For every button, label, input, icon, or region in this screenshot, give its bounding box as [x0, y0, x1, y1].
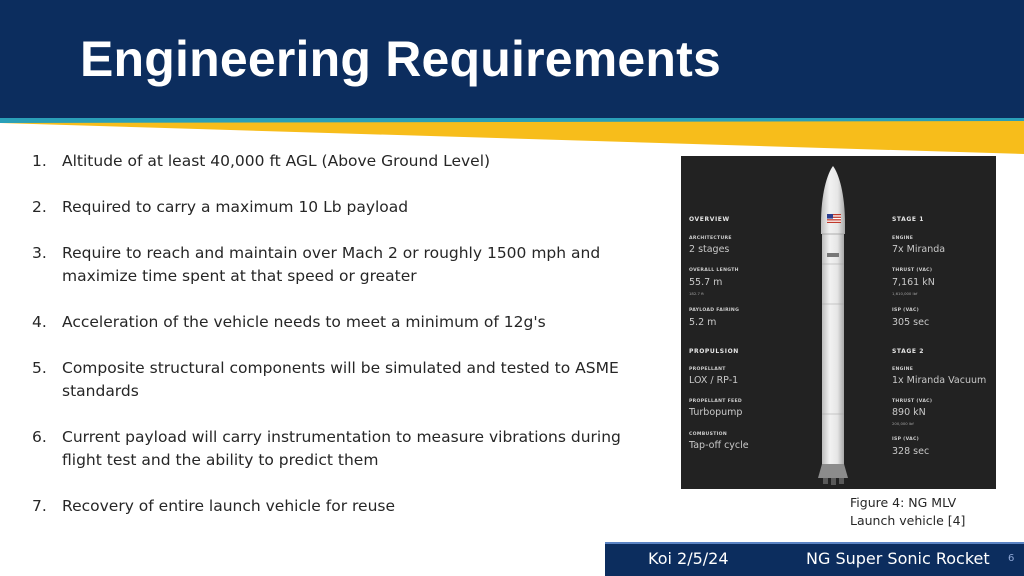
item-number: 5. — [32, 359, 47, 377]
architecture-value: 2 stages — [689, 244, 730, 255]
list-item — [32, 311, 632, 334]
stage1-engine-value: 7x Miranda — [892, 244, 946, 255]
item-text: Current payload will carry instrumentation to measure vibrations during flight test and the ability to predict them — [62, 428, 621, 469]
caption-line-2: Launch vehicle [4] — [850, 513, 966, 528]
launch-vehicle-figure — [681, 156, 996, 489]
footer-author-date: Koi 2/5/24 — [648, 549, 729, 568]
stage1-thrust-sub: 1,610,000 lbf — [892, 291, 918, 296]
length-label: OVERALL LENGTH — [689, 268, 739, 273]
propulsion-heading: PROPULSION — [689, 348, 739, 355]
stage1-thrust-label: THRUST (VAC) — [892, 268, 933, 273]
stage2-thrust-value: 890 kN — [892, 407, 926, 418]
stage1-isp-value: 305 sec — [892, 317, 930, 328]
item-number: 7. — [32, 497, 47, 515]
footer-project: NG Super Sonic Rocket — [806, 549, 990, 568]
stage2-engine-value: 1x Miranda Vacuum — [892, 375, 987, 386]
requirements-list — [32, 150, 632, 518]
fairing-label: PAYLOAD FAIRING — [689, 308, 740, 313]
stage1-thrust-value: 7,161 kN — [892, 277, 935, 288]
item-text: Require to reach and maintain over Mach 2 or roughly 1500 mph and maximize time spent at that speed or greater — [62, 244, 601, 285]
item-number: 2. — [32, 198, 47, 216]
overview-heading: OVERVIEW — [689, 216, 730, 223]
list-item — [32, 357, 632, 403]
stage2-engine-label: ENGINE — [892, 367, 914, 372]
list-item — [32, 242, 632, 288]
slide-title: Engineering Requirements — [80, 31, 722, 87]
item-number: 6. — [32, 428, 47, 446]
stage1-heading: STAGE 1 — [892, 216, 925, 223]
page-number: 6 — [1008, 553, 1015, 564]
stage1-isp-label: ISP (VAC) — [892, 308, 920, 313]
flag-icon — [827, 214, 841, 223]
length-sub: 182.7 ft — [689, 291, 704, 296]
feed-value: Turbopump — [689, 407, 743, 418]
architecture-label: ARCHITECTURE — [689, 236, 732, 241]
feed-label: PROPELLANT FEED — [689, 399, 743, 404]
caption-line-1: Figure 4: NG MLV — [850, 495, 957, 510]
combustion-label: COMBUSTION — [689, 432, 727, 437]
item-text: Composite structural components will be simulated and tested to ASME standards — [62, 359, 619, 400]
item-text: Acceleration of the vehicle needs to meet a minimum of 12g's — [62, 313, 546, 331]
item-number: 4. — [32, 313, 47, 331]
list-item — [32, 196, 632, 219]
item-number: 3. — [32, 244, 47, 262]
propellant-label: PROPELLANT — [689, 367, 726, 372]
fairing-value: 5.2 m — [689, 317, 717, 328]
stage2-thrust-label: THRUST (VAC) — [892, 399, 933, 404]
figure-caption — [850, 494, 965, 530]
item-text: Recovery of entire launch vehicle for reuse — [62, 497, 396, 515]
list-item — [32, 495, 632, 518]
stage2-isp-value: 328 sec — [892, 446, 930, 457]
propellant-value: LOX / RP-1 — [689, 375, 739, 386]
stage1-engine-label: ENGINE — [892, 236, 914, 241]
stage2-thrust-sub: 200,000 lbf — [892, 421, 914, 426]
list-item — [32, 426, 632, 472]
stage2-heading: STAGE 2 — [892, 348, 925, 355]
item-text: Required to carry a maximum 10 Lb payload — [62, 198, 409, 216]
combustion-value: Tap-off cycle — [689, 440, 749, 451]
item-number: 1. — [32, 152, 47, 170]
list-item — [32, 150, 632, 173]
item-text: Altitude of at least 40,000 ft AGL (Above Ground Level) — [62, 152, 491, 170]
length-value: 55.7 m — [689, 277, 723, 288]
title-banner — [0, 0, 1024, 118]
stage2-isp-label: ISP (VAC) — [892, 437, 920, 442]
